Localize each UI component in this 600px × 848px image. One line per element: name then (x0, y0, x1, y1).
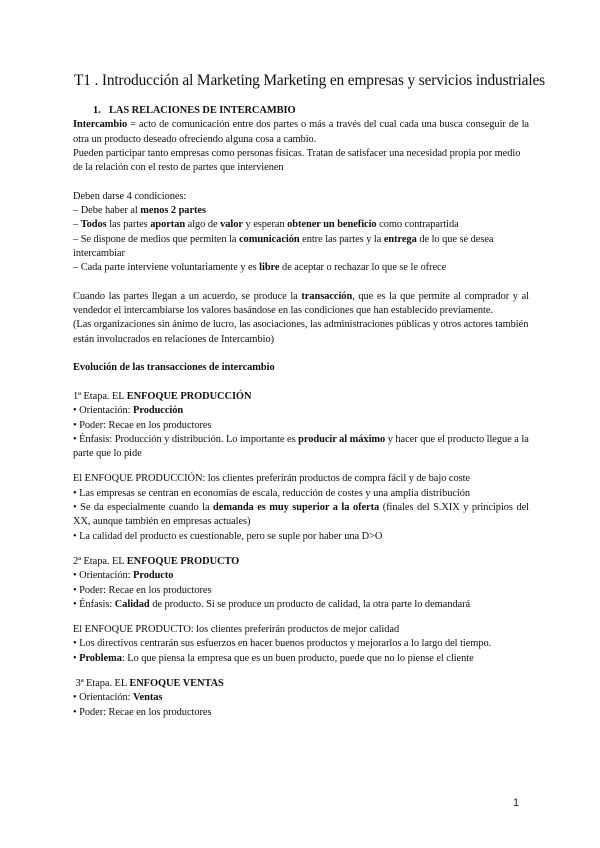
text: (finales del S.XIX y principios del XX, aunque también en empresas actuales) (73, 502, 529, 528)
text: , que es la que permite al comprador y al vendedor el intercambiarse los valores basándose en las condiciones que han establecido previamente. (73, 290, 529, 317)
bold-text: ENFOQUE PRODUCCIÓN (126, 390, 252, 402)
text: las partes (106, 219, 151, 231)
text: : Lo que piensa la empresa que es un buen producto, puede que no lo piense el cliente (121, 652, 474, 664)
bold-text: ENFOQUE PRODUCTO (126, 555, 240, 567)
text: 3ª Etapa. EL (73, 677, 130, 689)
stage2-title (73, 555, 529, 569)
agreement-paragraph (73, 290, 529, 319)
text: • Orientación: (73, 570, 134, 582)
text: • Énfasis: (73, 598, 115, 610)
bold-text: Problema (79, 652, 122, 664)
enfoque-producto-bullet-1: • Los directivos centrarán sus esfuerzos en hacer buenos productos y mejorarlos a lo largo del tiempo. (73, 638, 492, 650)
spacer (73, 175, 529, 189)
text: • Se da especialmente cuando la (73, 502, 214, 514)
nonprofit-paragraph: (Las organizaciones sin ánimo de lucro, las asociaciones, las administraciones públicas y otros actores también están involucrados en relaciones de Intercambio) (73, 319, 529, 345)
bold-text: aportan (150, 219, 186, 231)
text: 1ª Etapa. EL (73, 390, 127, 402)
condition-4 (73, 261, 529, 275)
intercambio-definition (73, 118, 529, 147)
spacer (73, 347, 529, 361)
text: entre las partes y la (299, 233, 384, 245)
spacer (73, 666, 529, 677)
spacer (73, 544, 529, 555)
text: • Énfasis: Producción y distribución. Lo importante es (73, 433, 299, 445)
stage1-title (73, 390, 529, 404)
text: como contrapartida (376, 219, 459, 231)
conditions-intro: Deben darse 4 condiciones: (73, 190, 187, 202)
spacer (73, 276, 529, 290)
bold-text: Ventas (133, 692, 163, 704)
section-number: 1. (93, 105, 101, 116)
stage2-emphasis (73, 598, 529, 612)
evolution-heading (73, 361, 529, 375)
bold-text: transacción (301, 290, 353, 302)
text: y hacer que el producto llegue a la parte que lo pide (73, 433, 529, 460)
participants-paragraph: Pueden participar tanto empresas como personas físicas. Tratan de satisfacer una necesidad propia por medio de la relación con el resto de partes que intervienen (73, 147, 521, 174)
text: – Se dispone de medios que permiten la (73, 233, 239, 245)
text: Cuando las partes llegan a un acuerdo, se produce la (73, 290, 302, 302)
stage3-orientation (73, 691, 529, 705)
bold-text: obtener un beneficio (287, 219, 377, 231)
bold-text: Producto (133, 570, 174, 582)
bold-text: menos 2 partes (140, 205, 206, 217)
text: de producto. Si se produce un producto de calidad, la otra parte lo demandará (149, 598, 471, 610)
text: de lo que se desea intercambiar (73, 233, 494, 259)
bold-text: entrega (383, 233, 417, 245)
spacer (73, 461, 529, 472)
section-heading (73, 104, 529, 118)
bold-text: producir al máximo (298, 433, 386, 445)
condition-1 (73, 204, 529, 218)
bold-text: demanda es muy superior a la oferta (213, 502, 380, 514)
enfoque-producto-bullet-2 (73, 652, 529, 666)
stage1-orientation (73, 404, 529, 418)
text: – Debe haber al (73, 205, 141, 217)
enfoque-producto-intro: El ENFOQUE PRODUCTO: los clientes preferirán productos de mejor calidad (73, 624, 400, 636)
stage3-title (73, 677, 529, 691)
text: y esperan (242, 219, 288, 231)
bold-text: valor (220, 219, 243, 231)
condition-3 (73, 233, 529, 262)
enfoque-produccion-bullet-2 (73, 501, 529, 530)
stage1-emphasis (73, 433, 529, 462)
text: de aceptar o rechazar lo que se le ofrece (279, 262, 447, 274)
text: 2ª Etapa. EL (73, 555, 127, 567)
bold-text: Producción (133, 405, 184, 417)
text: – (73, 219, 81, 231)
bold-text: comunicación (239, 233, 300, 245)
condition-2 (73, 218, 529, 232)
page-number: 1 (513, 797, 520, 809)
text: • (73, 652, 80, 664)
bold-text: ENFOQUE VENTAS (129, 677, 224, 689)
text: • Orientación: (73, 692, 134, 704)
bold-text: Calidad (114, 598, 150, 610)
stage2-power: • Poder: Recae en los productores (73, 584, 212, 596)
text: algo de (185, 219, 221, 231)
spacer (73, 612, 529, 623)
stage3-power: • Poder: Recae en los productores (73, 706, 212, 718)
document-title: T1 . Introducción al Marketing Marketing en empresas y servicios industriales (74, 72, 545, 89)
section-title: LAS RELACIONES DE INTERCAMBIO (109, 105, 296, 116)
enfoque-produccion-intro: El ENFOQUE PRODUCCIÓN: los clientes preferirán productos de compra fácil y de bajo coste (73, 473, 470, 485)
bold-text: Todos (80, 219, 107, 231)
text: • Orientación: (73, 405, 134, 417)
bold-text: Evolución de las transacciones de intercambio (73, 362, 275, 374)
definition-text: = acto de comunicación entre dos partes o más a través del cual cada una busca conseguir de la otra un producto deseado ofreciendo alguna cosa a cambio. (73, 119, 529, 145)
stage1-power: • Poder: Recae en los productores (73, 419, 212, 431)
stage2-orientation (73, 569, 529, 583)
bold-text: libre (259, 262, 280, 274)
document-body (73, 104, 529, 720)
enfoque-produccion-bullet-3: • La calidad del producto es cuestionable, pero se suple por haber una D>O (73, 530, 383, 542)
intercambio-term: Intercambio (73, 119, 128, 131)
enfoque-produccion-bullet-1: • Las empresas se centran en economías de escala, reducción de costes y una amplia distribución (73, 487, 471, 499)
spacer (73, 376, 529, 390)
text: – Cada parte interviene voluntariamente y es (73, 262, 260, 274)
